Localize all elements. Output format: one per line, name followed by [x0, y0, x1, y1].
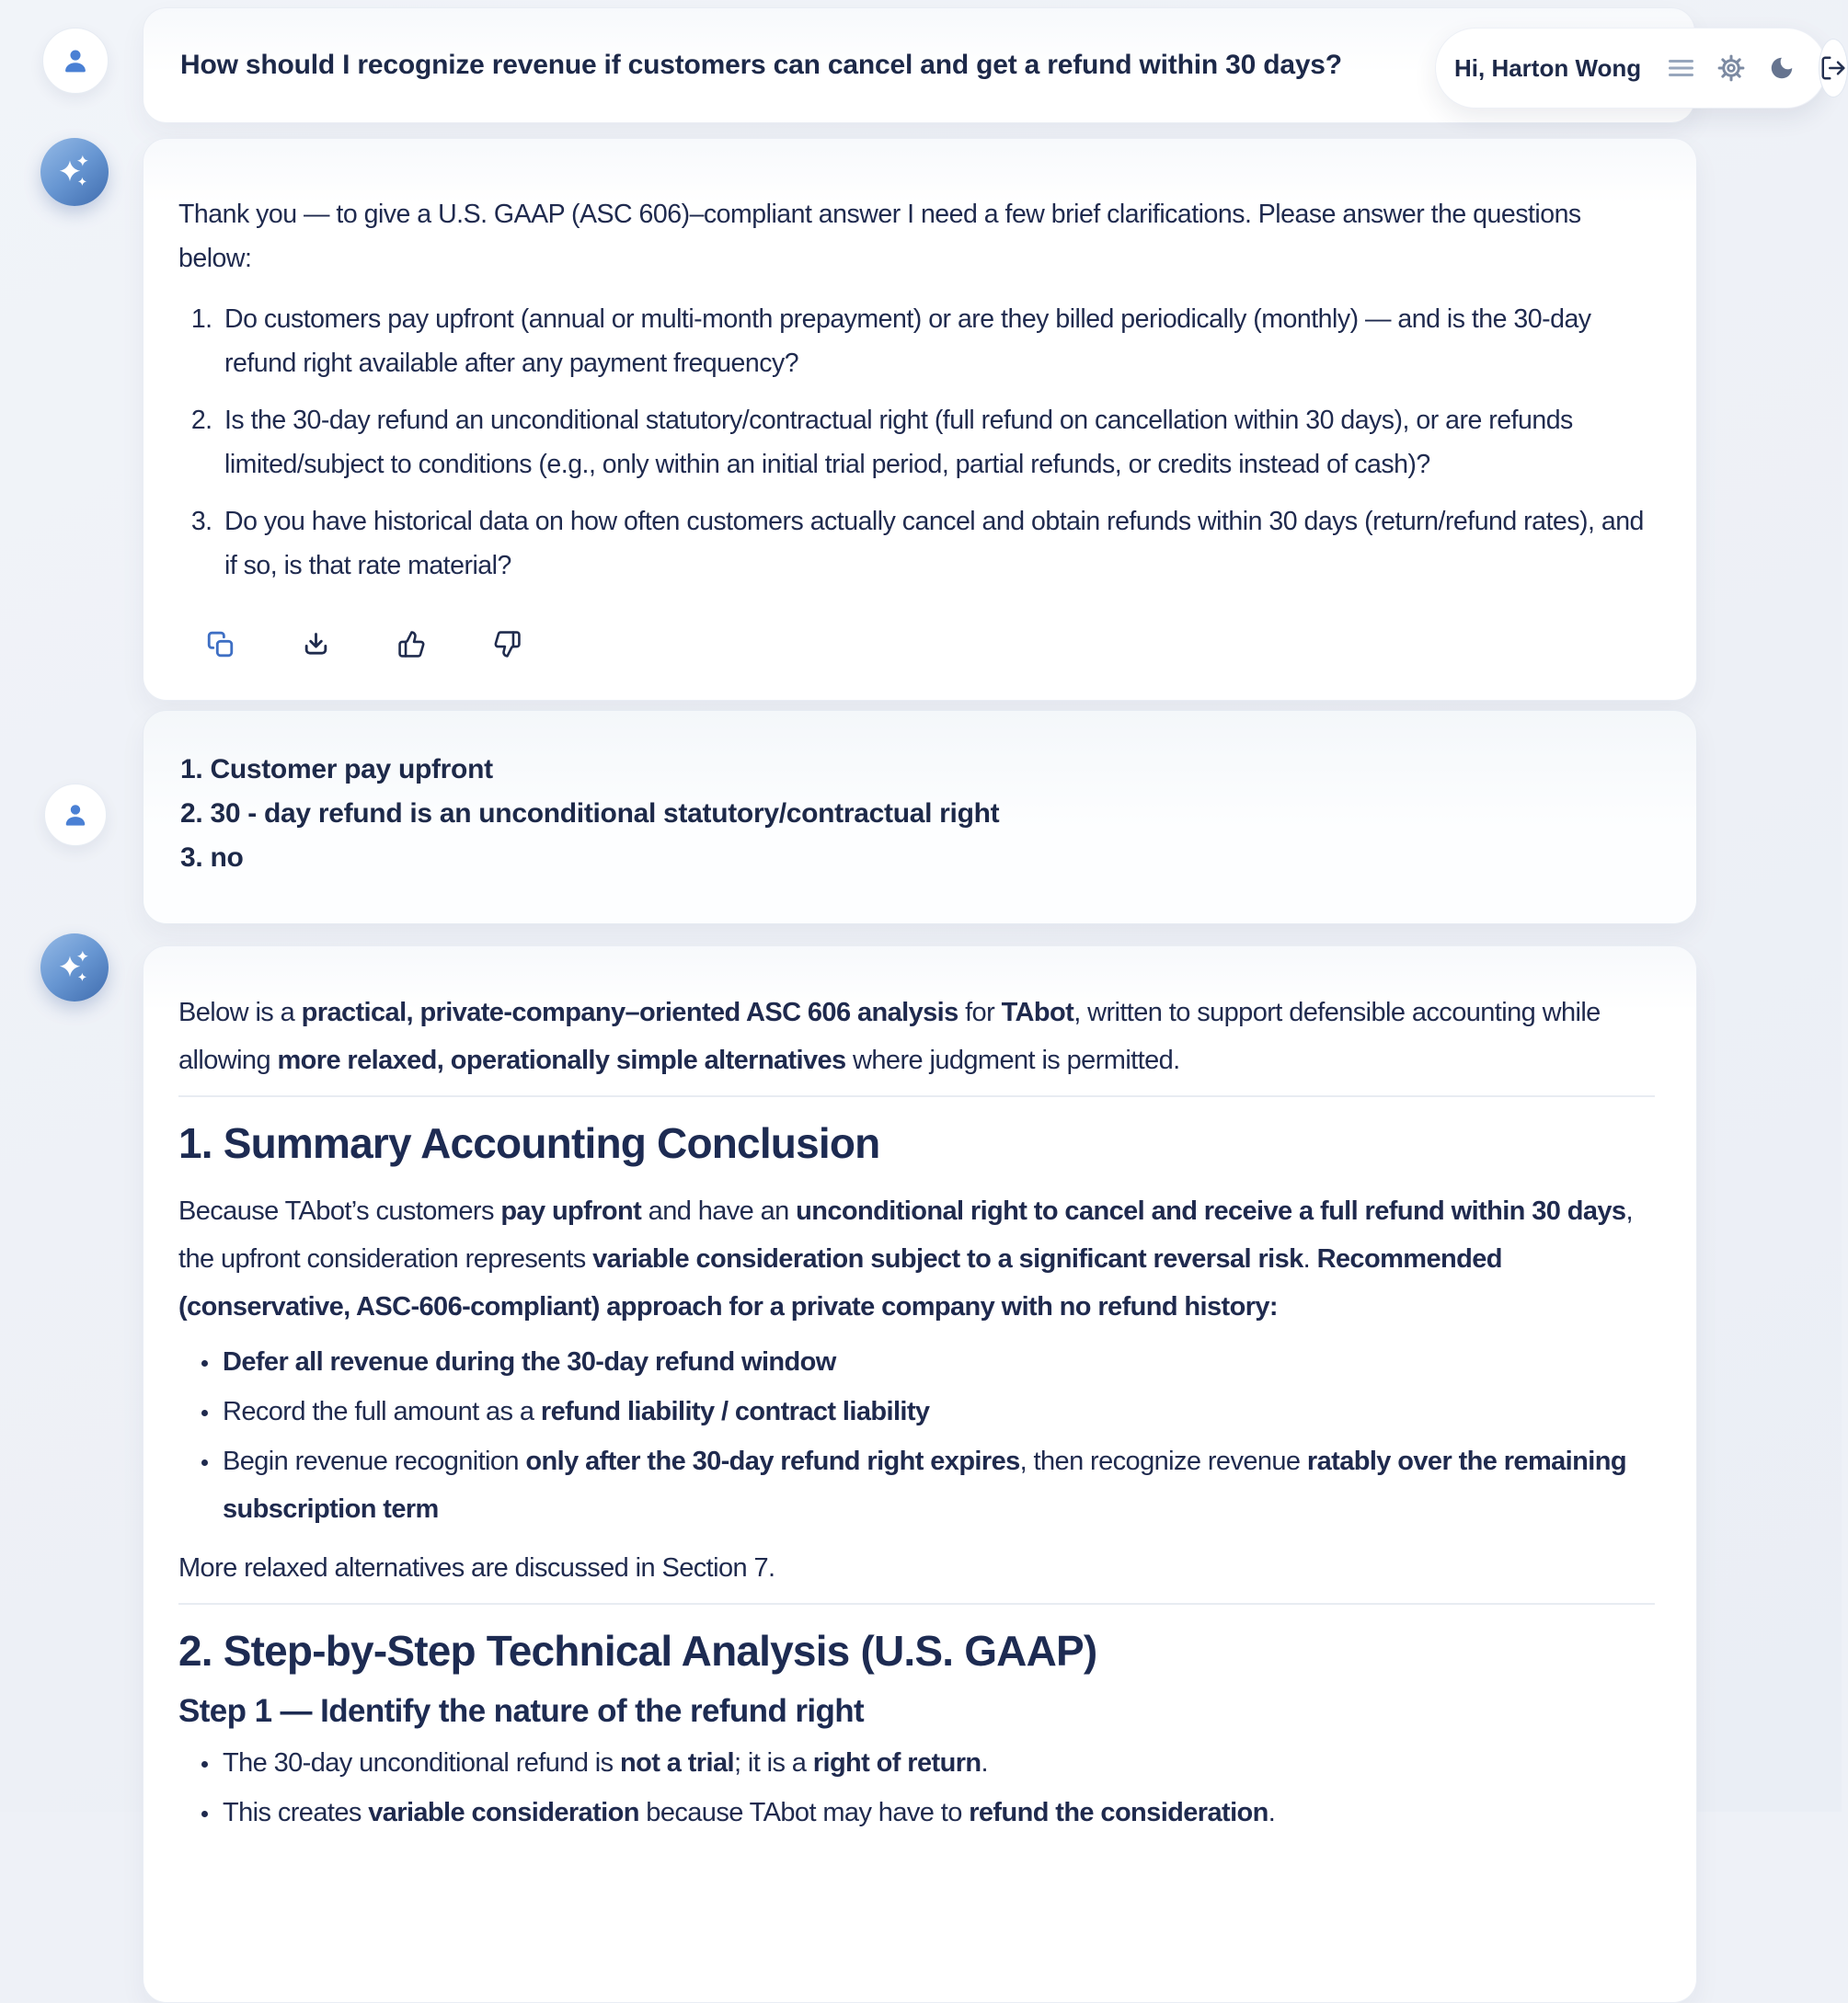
person-icon	[61, 800, 90, 830]
section1-bullet-list	[178, 1338, 1655, 1533]
step1-subheading: Step 1 — Identify the nature of the refund right	[178, 1693, 865, 1729]
question-text: How should I recognize revenue if customers can cancel and get a refund within 30 days?	[180, 50, 1342, 80]
user-answer-line-1: 1. Customer pay upfront	[180, 754, 493, 784]
thumbs-up-icon	[397, 630, 426, 658]
thumbs-down-icon	[493, 630, 522, 658]
settings-button[interactable]	[1717, 54, 1745, 82]
section2-heading: 2. Step-by-Step Technical Analysis (U.S. GAAP)	[178, 1627, 1097, 1675]
clarification-intro: Thank you — to give a U.S. GAAP (ASC 606)–compliant answer I need a few brief clarifications. Please answer the questions below:	[178, 200, 1581, 273]
user-answer-line-2: 2. 30 - day refund is an unconditional statutory/contractual right	[180, 798, 1000, 829]
thumbs-up-button[interactable]	[397, 630, 426, 658]
message-actions	[206, 630, 1655, 658]
logout-icon	[1819, 54, 1847, 82]
download-icon	[302, 630, 330, 658]
section1-heading: 1. Summary Accounting Conclusion	[178, 1119, 880, 1167]
greeting-text: Hi, Harton Wong	[1454, 53, 1642, 82]
bullet-item-2: • Record the full amount as a refund liability / contract liability	[221, 1388, 1655, 1436]
user-avatar	[44, 784, 107, 846]
section1-paragraph: Because TAbot’s customers pay upfront and have an unconditional right to cancel and receive a full refund within 30 days, the upfront consideration represents variable consideration subject to a significant reversal risk. Recommended (conservative, ASC-606-compliant) approach for a private company with no refund history:	[178, 1196, 1633, 1322]
sparkles-icon	[53, 946, 96, 989]
person-icon	[60, 45, 91, 76]
section1-note: More relaxed alternatives are discussed in Section 7.	[178, 1553, 775, 1583]
hamburger-icon	[1668, 58, 1694, 78]
assistant-avatar	[40, 933, 109, 1001]
logout-button[interactable]	[1819, 39, 1848, 97]
menu-button[interactable]	[1668, 58, 1694, 78]
step1-bullet-2: • This creates variable consideration because TAbot may have to refund the consideration.	[221, 1789, 1655, 1837]
bullet-item-1: • Defer all revenue during the 30-day refund window	[221, 1338, 1655, 1386]
user-avatar	[42, 28, 109, 94]
clarification-item-1: 1. Do customers pay upfront (annual or multi-month prepayment) or are they billed periodically (monthly) — and is the 30-day refund right available after any payment frequency?	[219, 297, 1655, 385]
step1-bullet-list	[178, 1739, 1655, 1837]
bullet-item-3: • Begin revenue recognition only after the 30-day refund right expires, then recognize revenue ratably over the remaining subscription term	[221, 1437, 1655, 1533]
account-toolbar	[1435, 28, 1827, 109]
clarification-item-3: 3. Do you have historical data on how often customers actually cancel and obtain refunds within 30 days (return/refund rates), and if so, is that rate material?	[219, 499, 1655, 588]
assistant-message-2	[143, 945, 1697, 2003]
copy-icon	[206, 630, 235, 658]
copy-button[interactable]	[206, 630, 235, 658]
thumbs-down-button[interactable]	[493, 630, 522, 658]
section-divider	[178, 1095, 1655, 1097]
clarification-list	[178, 297, 1655, 588]
moon-icon	[1768, 54, 1796, 82]
gear-icon	[1717, 54, 1745, 82]
user-message	[143, 710, 1697, 924]
user-answer-line-3: 3. no	[180, 842, 244, 873]
step1-bullet-1: • The 30-day unconditional refund is not a trial; it is a right of return.	[221, 1739, 1655, 1787]
assistant-message-1	[143, 138, 1697, 701]
sparkles-icon	[53, 151, 96, 193]
section-divider	[178, 1603, 1655, 1605]
download-button[interactable]	[302, 630, 330, 658]
analysis-intro: Below is a practical, private-company–oriented ASC 606 analysis for TAbot, written to support defensible accounting while allowing more relaxed, operationally simple alternatives where judgment is permitted.	[178, 998, 1601, 1075]
dark-mode-button[interactable]	[1768, 54, 1796, 82]
clarification-item-2: 2. Is the 30-day refund an unconditional statutory/contractual right (full refund on cancellation within 30 days), or are refunds limited/subject to conditions (e.g., only within an initial trial period, partial refunds, or credits instead of cash)?	[219, 398, 1655, 486]
assistant-avatar	[40, 138, 109, 206]
